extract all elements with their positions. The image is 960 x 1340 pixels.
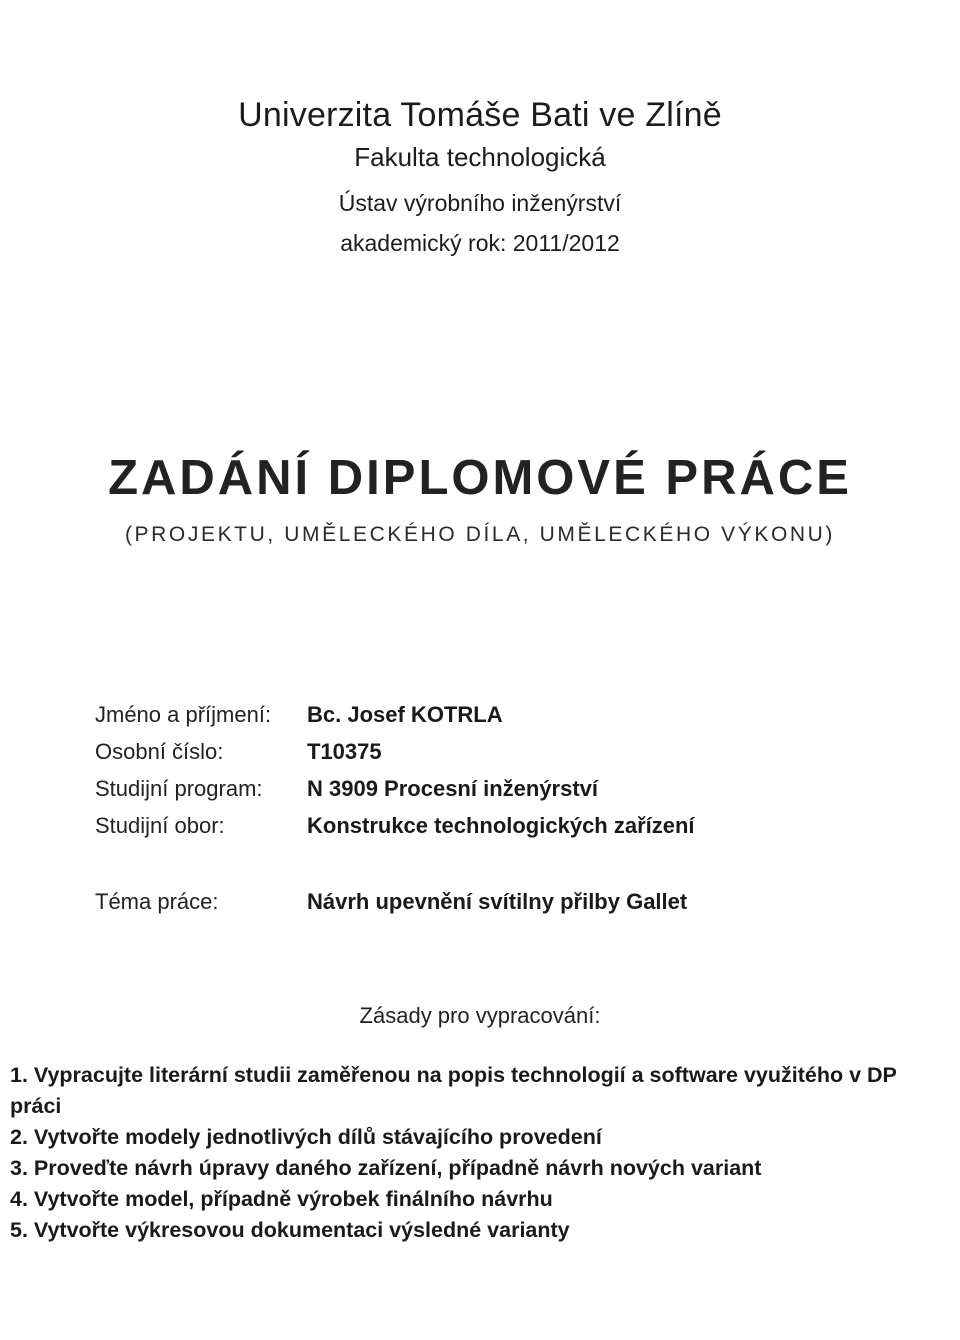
- list-item: 1. Vypracujte literární studii zaměřenou na popis technologií a software využitého v DP práci: [10, 1063, 897, 1118]
- list-item: 4. Vytvořte model, případně výrobek finálního návrhu: [10, 1187, 553, 1211]
- academic-year: akademický rok: 2011/2012: [340, 230, 620, 256]
- info-value: Konstrukce technologických zařízení: [307, 813, 695, 838]
- info-value: T10375: [307, 739, 382, 764]
- topic-value: Návrh upevnění svítilny přilby Gallet: [307, 889, 688, 914]
- university-name: Univerzita Tomáše Bati ve Zlíně: [238, 96, 722, 134]
- list-item: 5. Vytvořte výkresovou dokumentaci výsledné varianty: [10, 1218, 570, 1242]
- list-item: 2. Vytvořte modely jednotlivých dílů stávajícího provedení: [10, 1125, 602, 1149]
- info-label: Studijní obor:: [95, 813, 225, 838]
- info-value: Bc. Josef KOTRLA: [307, 702, 503, 727]
- info-label: Osobní číslo:: [95, 739, 224, 764]
- faculty-name: Fakulta technologická: [354, 142, 606, 172]
- guidelines-heading: Zásady pro vypracování:: [359, 1003, 601, 1028]
- list-item: 3. Proveďte návrh úpravy daného zařízení, případně návrh nových variant: [10, 1156, 762, 1180]
- guidelines-list: [10, 1060, 950, 1246]
- info-label: Studijní program:: [95, 776, 263, 801]
- institute-name: Ústav výrobního inženýrství: [338, 190, 622, 216]
- info-label: Jméno a příjmení:: [95, 702, 272, 727]
- topic-label: Téma práce:: [95, 889, 219, 914]
- info-value: N 3909 Procesní inženýrství: [307, 776, 599, 801]
- document-title: ZADÁNÍ DIPLOMOVÉ PRÁCE: [108, 451, 852, 505]
- document-subtitle: (PROJEKTU, UMĚLECKÉHO DÍLA, UMĚLECKÉHO VÝKONU): [124, 523, 836, 546]
